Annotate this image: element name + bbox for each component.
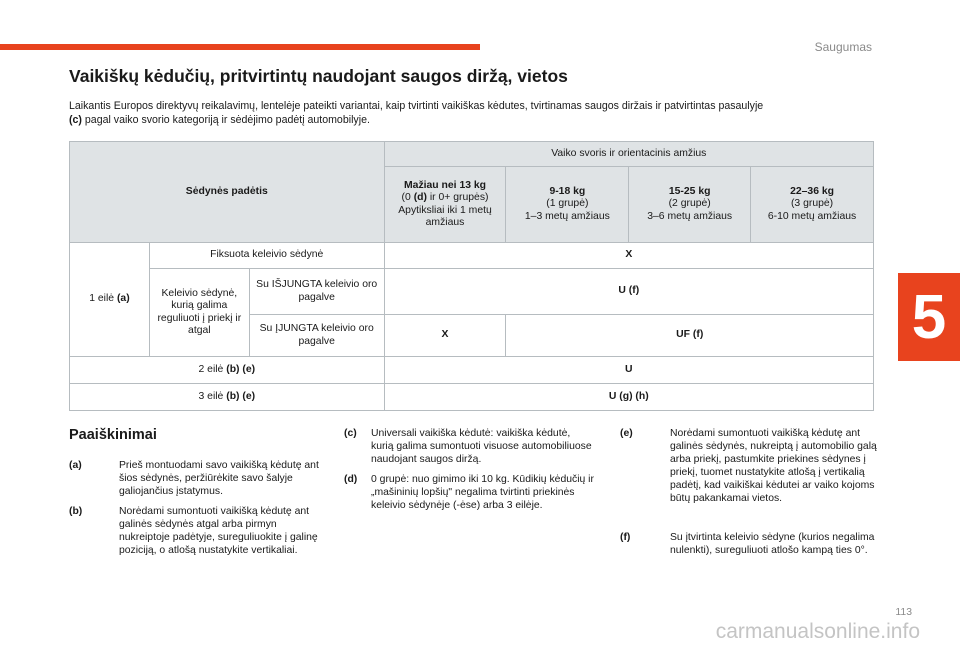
airbag-off-label: Su IŠJUNGTA keleivio oro pagalve (249, 269, 384, 315)
row-2-value: U (384, 357, 873, 384)
note-c: (c) Universali vaikiška kėdutė: vaikiška kėdutė, kurią galima sumontuoti visuose automobiliuose naudojant saugos diržą. (344, 428, 592, 465)
bullet-icon (91, 505, 119, 557)
weight-age-header: Vaiko svoris ir orientacinis amžius (384, 142, 873, 167)
note-d: (d) 0 grupė: nuo gimimo iki 10 kg. Kūdikių kėdučių ir „mašininių lopšių" negalima tvirtinti priekinės keleivio sėdynėje (-ėse) arba 3 eilėje. (344, 474, 594, 511)
seat-position-header: Sėdynės padėtis (70, 142, 385, 243)
airbag-off-value: U (f) (384, 269, 873, 315)
airbag-on-label: Su ĮJUNGTA keleivio oro pagalve (249, 315, 384, 357)
fixed-seat-value: X (384, 243, 873, 269)
chapter-tab: 5 (898, 273, 960, 361)
airbag-on-value-0: X (384, 315, 506, 357)
row-2-label: 2 eilė (b) (e) (70, 357, 385, 384)
note-b: (b) Norėdami sumontuoti vaikišką kėdutę ant galinės sėdynės atgal arba pirmyn nukreiptoje padėtyje, sureguliuokite į galinę poziciją, o atlošą nustatykite vertikaliai. (69, 506, 318, 556)
accent-bar (0, 44, 480, 50)
note-f: (f) Su įtvirtinta keleivio sėdyne (kurios negalima nulenkti), sureguliuoti atlošo kampą ties 0°. (620, 532, 875, 556)
note-a: (a) Prieš montuodami savo vaikišką kėdutę ant šios sėdynės, peržiūrėkite savo šalyje galiojančius įstatymus. (69, 460, 319, 497)
page-number: 113 (895, 607, 912, 618)
col-group-0: Mažiau nei 13 kg (0 (d) ir 0+ grupės) Apytiksliai iki 1 metų amžiaus (384, 167, 506, 243)
intro-paragraph: Laikantis Europos direktyvų reikalavimų, lentelėje pateikti variantai, kaip tvirtinti vaikiškas kėdutes, tvirtinamas saugos diržais ir patvirtintas pasaulyje (c) pagal vaiko svorio kategoriją ir sėdėjimo padėtį automobilyje. (69, 100, 764, 126)
airbag-on-value-rest: UF (f) (506, 315, 874, 357)
notes-title: Paaiškinimai (69, 427, 157, 443)
bullet-icon (642, 531, 670, 557)
bullet-icon (91, 459, 119, 498)
fixed-seat-label: Fiksuota keleivio sėdynė (149, 243, 384, 269)
col-group-2: 15-25 kg (2 grupė) 3–6 metų amžiaus (629, 167, 751, 243)
section-label: Saugumas (814, 40, 872, 54)
row-3-value: U (g) (h) (384, 384, 873, 411)
row-1-label: 1 eilė (a) (70, 243, 150, 357)
col-group-1: 9-18 kg (1 grupė) 1–3 metų amžiaus (506, 167, 629, 243)
child-seat-table (69, 141, 874, 411)
col-group-3: 22–36 kg (3 grupė) 6-10 metų amžiaus (751, 167, 874, 243)
note-e: (e) Norėdami sumontuoti vaikišką kėdutę ant galinės sėdynės, nukreiptą į automobilio galą arba priekį, pastumkite priekines sėdynes į priekį, tuomet nustatykite atlošą į vertikalią padėtį, kad vaikiškai kėdutei ar vaiko kojoms būtų pakankamai vietos. (620, 428, 877, 504)
bullet-icon (642, 427, 670, 505)
page-title: Vaikiškų kėdučių, pritvirtintų naudojant saugos diržą, vietos (69, 66, 568, 86)
watermark: carmanualsonline.info (715, 620, 920, 643)
row-3-label: 3 eilė (b) (e) (70, 384, 385, 411)
adjustable-seat-label: Keleivio sėdynė, kurią galima reguliuoti į priekį ir atgal (149, 269, 249, 357)
